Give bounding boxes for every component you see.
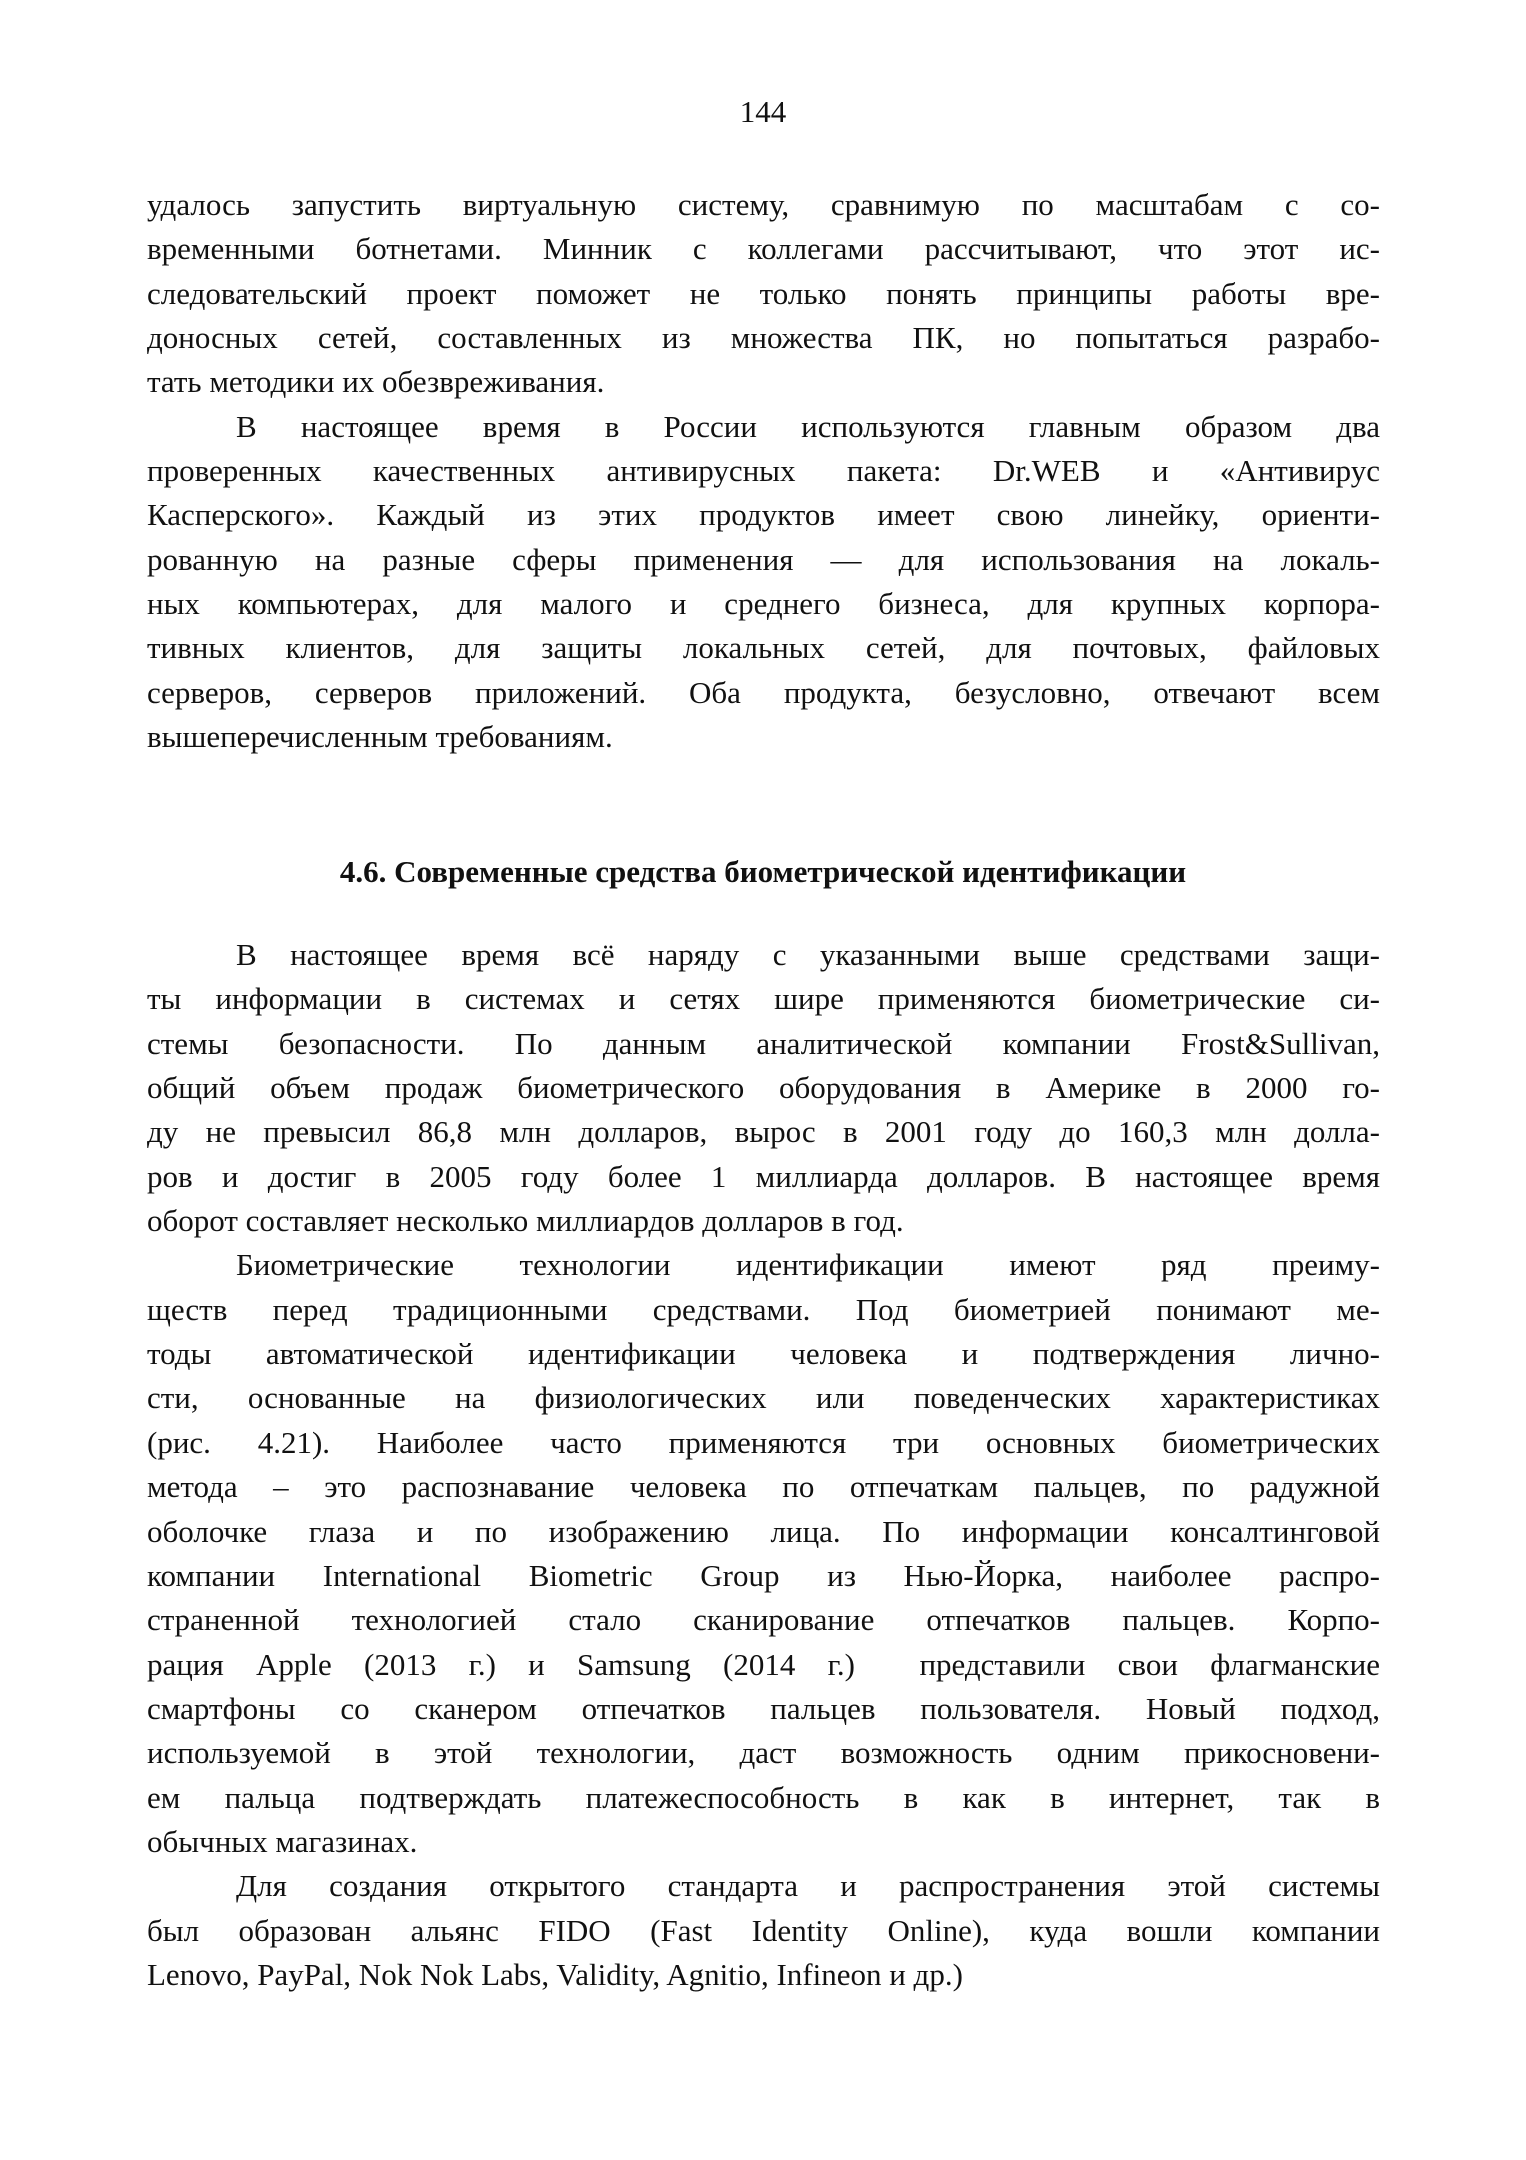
text-line: удалось запустить виртуальную систему, сравнимую по масштабам с со- bbox=[147, 187, 1380, 222]
text-line: сти, основанные на физиологических или поведенческих характеристиках bbox=[147, 1380, 1380, 1416]
text-line: оболочке глаза и по изображению лица. По информации консалтинговой bbox=[147, 1513, 1380, 1549]
text-line: тать методики их обезвреживания. bbox=[147, 364, 605, 400]
text-line: Касперского». Каждый из этих продуктов имеет свою линейку, ориенти- bbox=[147, 497, 1380, 533]
text-line: используемой в этой технологии, даст возможность одним прикосновени- bbox=[147, 1735, 1380, 1771]
paragraph-1 bbox=[147, 183, 1380, 405]
text-line: серверов, серверов приложений. Оба продукта, безусловно, отвечают всем bbox=[147, 674, 1380, 710]
text-line: оборот составляет несколько миллиардов долларов в год. bbox=[147, 1203, 904, 1239]
text-line: проверенных качественных антивирусных пакета: Dr.WEB и «Антивирус bbox=[147, 453, 1380, 489]
paragraph-2 bbox=[147, 405, 1380, 760]
text-line: метода – это распознавание человека по отпечаткам пальцев, по радужной bbox=[147, 1469, 1380, 1505]
text-line: смартфоны со сканером отпечатков пальцев пользователя. Новый подход, bbox=[147, 1690, 1380, 1726]
text-line: (рис. 4.21). Наиболее часто применяются три основных биометрических bbox=[147, 1424, 1380, 1460]
text-line: Lenovo, PayPal, Nok Nok Labs, Validity, Agnitio, Infineon и др.) bbox=[147, 1957, 963, 1993]
text-line: ных компьютерах, для малого и среднего бизнеса, для крупных корпора- bbox=[147, 586, 1380, 622]
text-line: рованную на разные сферы применения — для использования на локаль- bbox=[147, 541, 1380, 577]
paragraph-3 bbox=[147, 933, 1380, 1243]
text-line: вышеперечисленным требованиям. bbox=[147, 719, 613, 755]
text-line: Биометрические технологии идентификации имеют ряд преиму- bbox=[236, 1247, 1380, 1283]
text-line: В настоящее время всё наряду с указанными выше средствами защи- bbox=[236, 937, 1380, 972]
text-line: следовательский проект поможет не только понять принципы работы вре- bbox=[147, 275, 1380, 311]
text-line: ществ перед традиционными средствами. Под биометрией понимают ме- bbox=[147, 1291, 1380, 1327]
text-line: стемы безопасности. По данным аналитической компании Frost&Sullivan, bbox=[147, 1025, 1380, 1061]
text-line: В настоящее время в России используются главным образом два bbox=[236, 408, 1380, 444]
text-line: тивных клиентов, для защиты локальных сетей, для почтовых, файловых bbox=[147, 630, 1380, 666]
section-heading: 4.6. Современные средства биометрической идентификации bbox=[339, 854, 1187, 889]
text-line: Для создания открытого стандарта и распространения этой системы bbox=[236, 1868, 1380, 1904]
text-line: страненной технологией стало сканирование отпечатков пальцев. Корпо- bbox=[147, 1602, 1380, 1638]
text-line: компании International Biometric Group из Нью-Йорка, наиболее распро- bbox=[147, 1557, 1380, 1593]
text-line: был образован альянс FIDO (Fast Identity Online), куда вошли компании bbox=[147, 1912, 1380, 1948]
text-line: ты информации в системах и сетях шире применяются биометрические си- bbox=[147, 981, 1380, 1017]
text-line: обычных магазинах. bbox=[147, 1823, 418, 1859]
text-line: ем пальца подтверждать платежеспособность в как в интернет, так в bbox=[147, 1779, 1380, 1815]
paragraph-5 bbox=[147, 1864, 1380, 1997]
page-number: 144 bbox=[739, 94, 787, 129]
text-line: ров и достиг в 2005 году более 1 миллиарда долларов. В настоящее время bbox=[147, 1158, 1380, 1194]
text-line: общий объем продаж биометрического оборудования в Америке в 2000 го- bbox=[147, 1070, 1380, 1106]
paragraph-4 bbox=[147, 1243, 1380, 1864]
text-line: временными ботнетами. Минник с коллегами рассчитывают, что этот ис- bbox=[147, 231, 1380, 267]
text-line: тоды автоматической идентификации человека и подтверждения лично- bbox=[147, 1336, 1380, 1372]
text-line: доносных сетей, составленных из множества ПК, но попытаться разрабо- bbox=[147, 320, 1380, 356]
text-line: рация Apple (2013 г.) и Samsung (2014 г.) представили свои флагманские bbox=[147, 1646, 1380, 1682]
text-line: ду не превысил 86,8 млн долларов, вырос в 2001 году до 160,3 млн долла- bbox=[147, 1114, 1380, 1150]
